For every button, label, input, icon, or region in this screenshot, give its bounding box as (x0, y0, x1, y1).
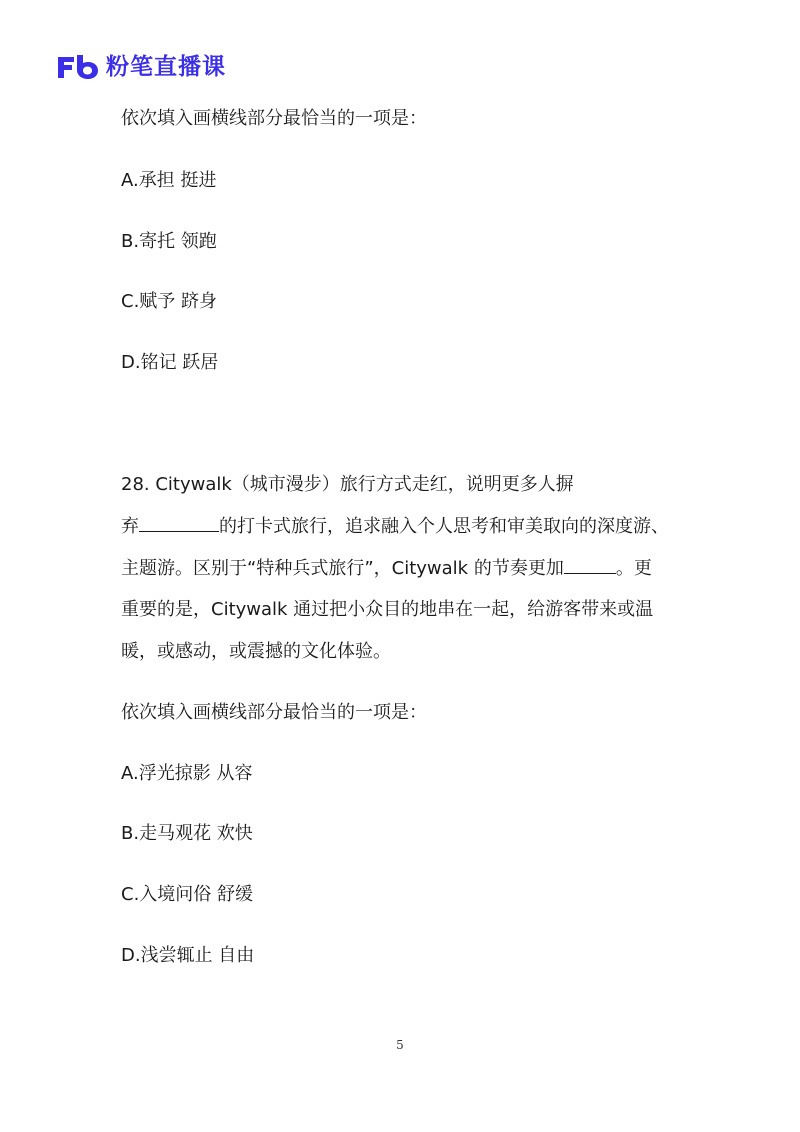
q28-option-c: C.入境问俗 舒缓 (121, 884, 254, 905)
q28-stem-line-3-pre: 主题游。区别于“特种兵式旅行”，Citywalk 的节奏更加 (121, 558, 564, 579)
q28-option-a: A.浮光掠影 从容 (121, 763, 253, 784)
q27-instruction: 依次填入画横线部分最恰当的一项是： (121, 108, 427, 129)
brand-logo (56, 52, 226, 82)
brand-text: 粉笔直播课 (106, 54, 226, 80)
q28-stem-line-1: 28. Citywalk（城市漫步）旅行方式走红，说明更多人摒 (121, 474, 574, 495)
page-number: 5 (396, 1038, 404, 1052)
q28-stem-line-3-post: 。更 (615, 558, 652, 579)
q28-stem-line-2-pre: 弃 (121, 516, 139, 537)
q28-stem-line-3 (121, 555, 652, 582)
q27-option-c: C.赋予 跻身 (121, 291, 218, 312)
q27-option-b: B.寄托 领跑 (121, 231, 217, 252)
q28-stem-line-2 (121, 513, 669, 540)
q28-stem-line-2-post: 的打卡式旅行，追求融入个人思考和审美取向的深度游、 (219, 516, 669, 537)
q28-stem-line-5: 暖，或感动，或震撼的文化体验。 (121, 641, 391, 662)
answer-blank-2 (564, 555, 616, 574)
q28-stem-line-4: 重要的是，Citywalk 通过把小众目的地串在一起，给游客带来或温 (121, 599, 654, 620)
fb-logo-icon (56, 53, 100, 81)
answer-blank-1 (139, 513, 219, 532)
q28-option-d: D.浅尝辄止 自由 (121, 945, 255, 966)
q28-instruction: 依次填入画横线部分最恰当的一项是： (121, 702, 427, 723)
q27-option-a: A.承担 挺进 (121, 170, 217, 191)
q28-option-b: B.走马观花 欢快 (121, 823, 253, 844)
q27-option-d: D.铭记 跃居 (121, 352, 219, 373)
